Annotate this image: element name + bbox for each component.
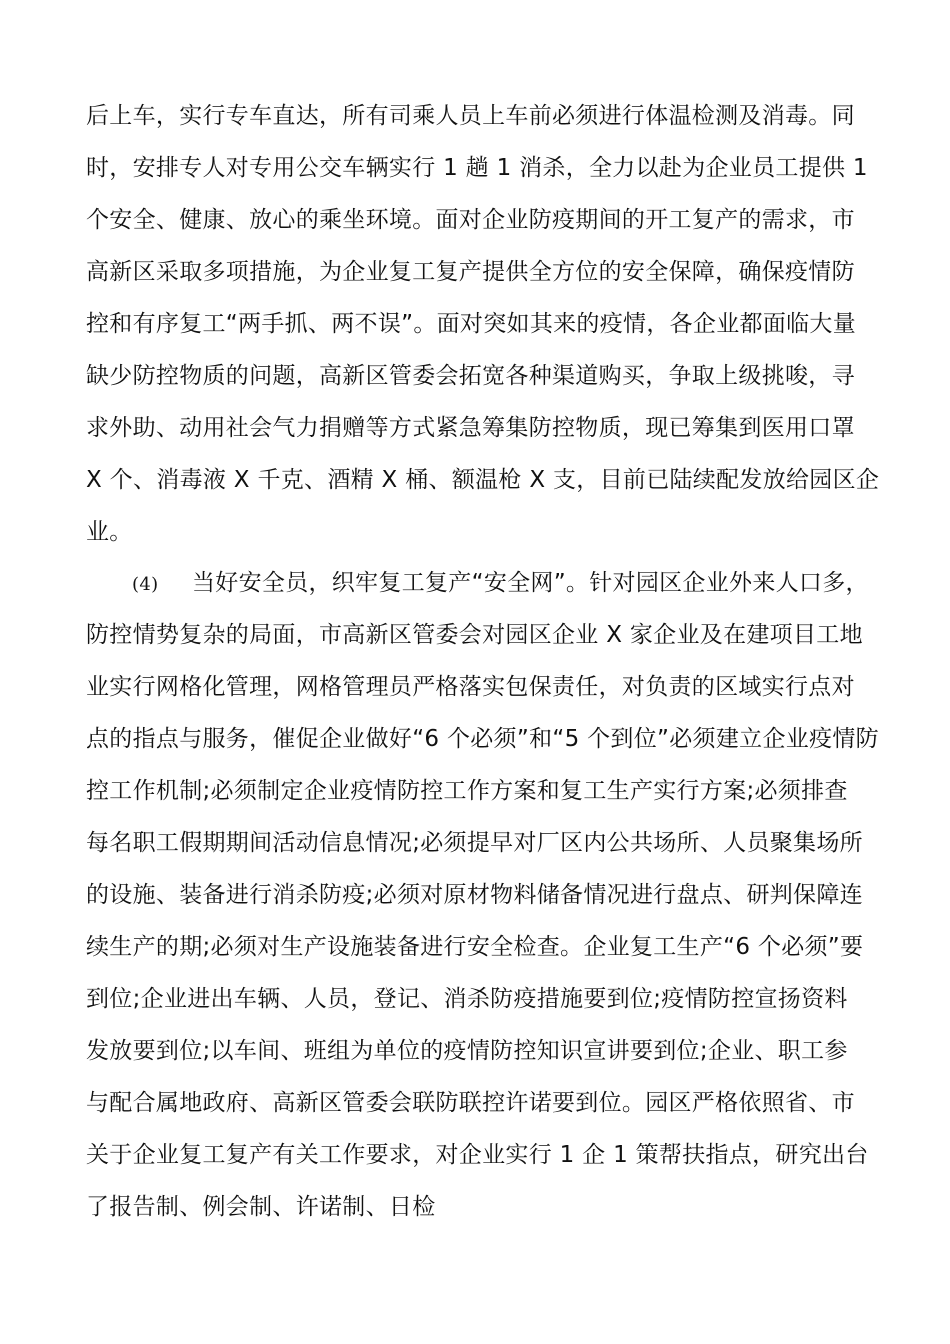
text-line: 发放要到位;以车间、班组为单位的疫情防控知识宣讲要到位;企业、职工参 <box>86 1038 848 1064</box>
text-line: 后上车，实行专车直达，所有司乘人员上车前必须进行体温检测及消毒。同 <box>86 103 855 129</box>
text-line: 高新区采取多项措施，为企业复工复产提供全方位的安全保障，确保疫情防 <box>86 259 855 285</box>
text-line: 与配合属地政府、高新区管委会联防联控许诺要到位。园区严格依照省、市 <box>86 1090 855 1116</box>
text-line: 了报告制、例会制、许诺制、日检 <box>86 1194 436 1220</box>
text-line: 到位;企业进出车辆、人员，登记、消杀防疫措施要到位;疫情防控宣扬资料 <box>86 986 848 1012</box>
paragraph-number: (4) <box>132 574 159 595</box>
text-line: 续生产的期;必须对生产设施装备进行安全检查。企业复工生产“6 个必须”要 <box>86 934 864 960</box>
text-line: 时，安排专人对专用公交车辆实行 1 趟 1 消杀，全力以赴为企业员工提供 1 <box>86 155 868 181</box>
text-line: 个安全、健康、放心的乘坐环境。面对企业防疫期间的开工复产的需求，市 <box>86 207 855 233</box>
paragraph-2 <box>86 557 879 1233</box>
text-line: 控工作机制;必须制定企业疫情防控工作方案和复工生产实行方案;必须排查 <box>86 778 848 804</box>
text-line: 求外助、动用社会气力捐赠等方式紧急筹集防控物质，现已筹集到医用口罩 <box>86 415 855 441</box>
text-line: 缺少防控物质的问题，高新区管委会拓宽各种渠道购买，争取上级挑唆，寻 <box>86 363 855 389</box>
text-line: 点的指点与服务，催促企业做好“6 个必须”和“5 个到位”必须建立企业疫情防 <box>86 726 879 752</box>
paragraph-1 <box>86 90 879 558</box>
text-line: 业。 <box>86 519 133 545</box>
text-line: 每名职工假期期间活动信息情况;必须提早对厂区内公共场所、人员聚集场所 <box>86 830 863 856</box>
paragraph-first-line <box>86 557 879 609</box>
text-line: X 个、消毒液 X 千克、酒精 X 桶、额温枪 X 支，目前已陆续配发放给园区企 <box>86 467 880 493</box>
text-line: 业实行网格化管理，网格管理员严格落实包保责任，对负责的区域实行点对 <box>86 674 855 700</box>
text-line: 当好安全员，织牢复工复产“安全网”。针对园区企业外来人口多， <box>192 570 869 596</box>
text-line: 关于企业复工复产有关工作要求，对企业实行 1 企 1 策帮扶指点，研究出台 <box>86 1142 869 1168</box>
text-line: 的设施、装备进行消杀防疫;必须对原材物料储备情况进行盘点、研判保障连 <box>86 882 863 908</box>
text-line: 防控情势复杂的局面，市高新区管委会对园区企业 X 家企业及在建项目工地 <box>86 622 863 648</box>
text-line: 控和有序复工“两手抓、两不误”。面对突如其来的疫情，各企业都面临大量 <box>86 311 857 337</box>
